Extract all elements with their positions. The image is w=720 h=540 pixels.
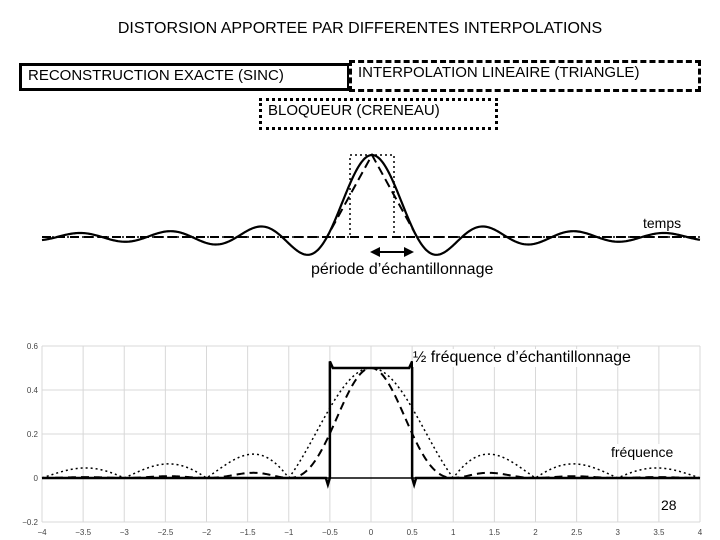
y-tick-label: 0.2 [26,430,38,439]
x-tick-label: 1 [451,528,456,537]
y-tick-label: 0.4 [26,386,38,395]
x-tick-label: 2.5 [571,528,583,537]
x-tick-label: 3 [615,528,620,537]
x-tick-label: −0.5 [321,528,338,537]
y-tick-label: 0 [33,474,38,483]
period-label: période d’échantillonnage [311,261,494,278]
x-tick-label: −1 [284,528,294,537]
y-tick-label: −0.2 [22,518,38,527]
x-tick-label: 4 [697,528,703,537]
legend-sinc: RECONSTRUCTION EXACTE (SINC) [19,63,350,91]
x-tick-label: −3.5 [75,528,92,537]
page-number: 28 [661,497,677,513]
freq-grid [42,346,700,522]
x-tick-label: −4 [37,528,47,537]
x-tick-label: −2.5 [157,528,174,537]
legend-triangle: INTERPOLATION LINEAIRE (TRIANGLE) [349,60,701,92]
legend-creneau: BLOQUEUR (CRENEAU) [259,98,498,130]
x-tick-label: 0.5 [406,528,418,537]
x-tick-label: −2 [201,528,212,537]
page-title: DISTORSION APPORTEE PAR DIFFERENTES INTERPOLATIONS [117,20,603,37]
time-axis-label: temps [643,215,682,231]
x-tick-label: 0 [368,528,374,537]
freq-axis-label: fréquence [611,444,674,460]
x-tick-label: 1.5 [488,528,500,537]
half-fs-label: ½ fréquence d’échantillonnage [413,349,631,366]
x-tick-label: 3.5 [653,528,665,537]
x-tick-label: −1.5 [239,528,256,537]
x-tick-label: 2 [533,528,538,537]
y-tick-label: 0.6 [26,342,38,351]
x-tick-label: −3 [119,528,129,537]
